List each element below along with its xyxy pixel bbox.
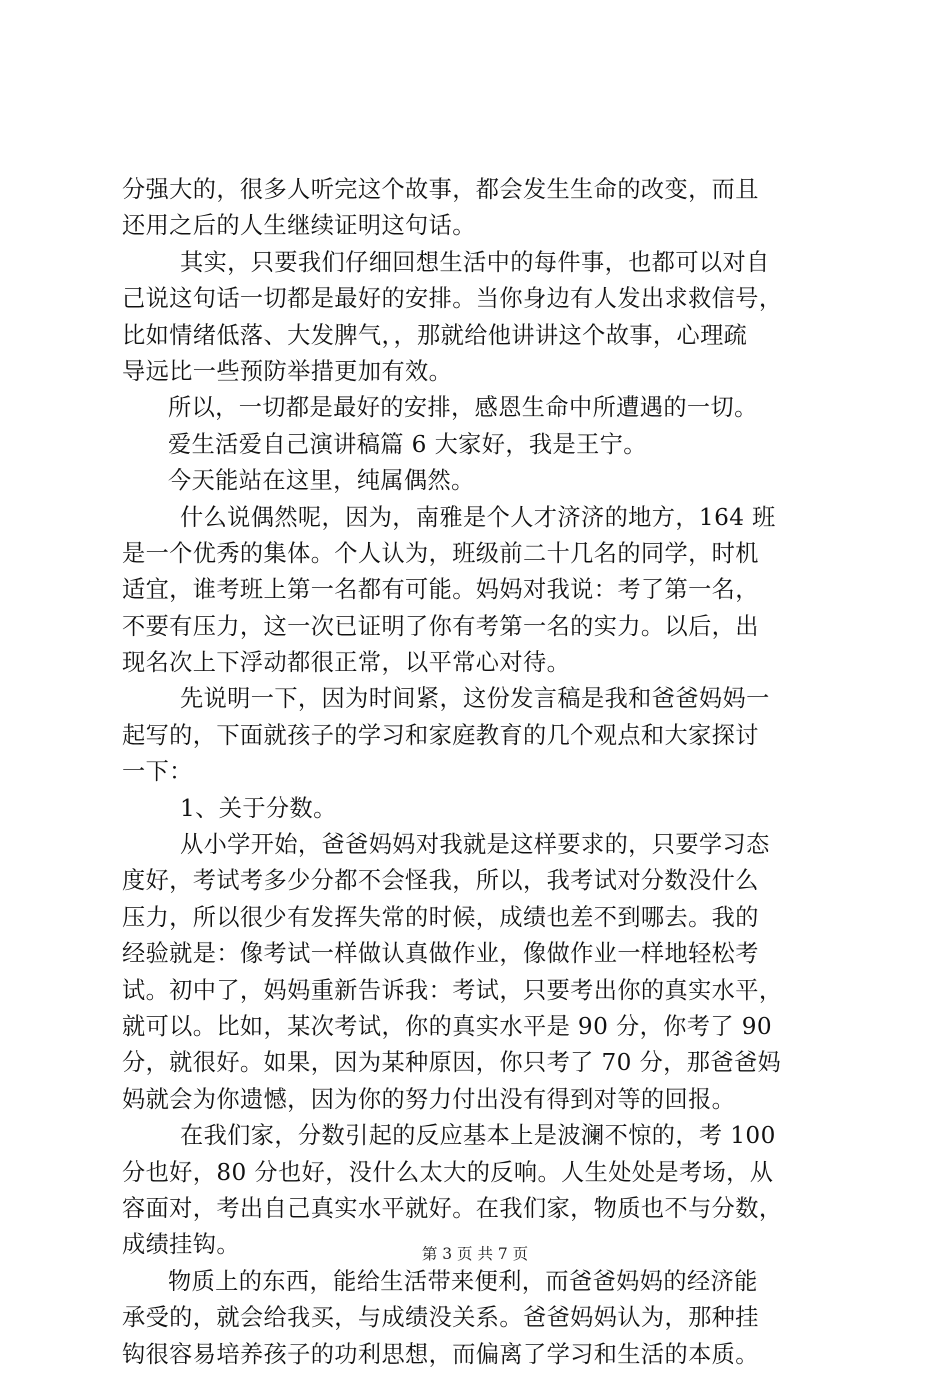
text-line: 什么说偶然呢，因为，南雅是个人才济济的地方，164 班 [180,503,776,531]
text-line: 就可以。比如，某次考试，你的真实水平是 90 分，你考了 90 [122,1012,773,1040]
text-line: 己说这句话一切都是最好的安排。当你身边有人发出求救信号， [122,285,783,313]
document-body [122,172,834,1373]
text-line: 是一个优秀的集体。个人认为，班级前二十几名的同学，时机 [122,539,759,567]
text-line: 从小学开始，爸爸妈妈对我就是这样要求的，只要学习态 [180,831,770,859]
text-line: 物质上的东西，能给生活带来便利，而爸爸妈妈的经济能 [168,1267,758,1295]
text-line: 适宜，谁考班上第一名都有可能。妈妈对我说：考了第一名， [122,576,759,604]
text-line: 先说明一下，因为时间紧，这份发言稿是我和爸爸妈妈一 [180,685,770,713]
text-line: 妈就会为你遗憾，因为你的努力付出没有得到对等的回报。 [122,1085,736,1113]
text-line: 度好，考试考多少分都不会怪我，所以，我考试对分数没什么 [122,867,759,895]
text-line: 其实，只要我们仔细回想生活中的每件事，也都可以对自 [180,248,770,276]
text-line: 在我们家，分数引起的反应基本上是波澜不惊的，考 100 [180,1122,776,1150]
page-footer: 第 3 页 共 7 页 [421,1245,529,1263]
text-line: 一下： [122,758,193,786]
text-line: 导远比一些预防举措更加有效。 [122,357,453,385]
text-line: 承受的，就会给我买，与成绩没关系。爸爸妈妈认为，那种挂 [122,1304,759,1332]
text-line: 还用之后的人生继续证明这句话。 [122,212,476,240]
text-line: 经验就是：像考试一样做认真做作业，像做作业一样地轻松考 [122,940,759,968]
text-line: 分，就很好。如果，因为某种原因，你只考了 70 分，那爸爸妈 [122,1049,782,1077]
text-line: 钩很容易培养孩子的功利思想，而偏离了学习和生活的本质。 [122,1340,759,1368]
text-line: 今天能站在这里，纯属偶然。 [168,467,475,495]
text-line: 所以，一切都是最好的安排，感恩生命中所遭遇的一切。 [168,394,758,422]
text-line: 容面对，考出自己真实水平就好。在我们家，物质也不与分数， [122,1194,783,1222]
text-line: 爱生活爱自己演讲稿篇 6 大家好，我是王宁。 [168,430,647,458]
text-line: 压力，所以很少有发挥失常的时候，成绩也差不到哪去。我的 [122,903,759,931]
text-line: 试。初中了，妈妈重新告诉我：考试，只要考出你的真实水平， [122,976,783,1004]
text-line: 比如情绪低落、大发脾气，，那就给他讲讲这个故事，心理疏 [122,321,748,349]
text-line: 不要有压力，这一次已证明了你有考第一名的实力。以后，出 [122,612,759,640]
text-line: 现名次上下浮动都很正常，以平常心对待。 [122,649,571,677]
text-line: 成绩挂钩。 [122,1231,240,1259]
text-line: 1、关于分数。 [180,794,337,822]
text-line: 分也好，80 分也好，没什么太大的反响。人生处处是考场，从 [122,1158,774,1186]
text-line: 起写的，下面就孩子的学习和家庭教育的几个观点和大家探讨 [122,721,759,749]
text-line: 分强大的，很多人听完这个故事，都会发生生命的改变，而且 [122,176,759,203]
